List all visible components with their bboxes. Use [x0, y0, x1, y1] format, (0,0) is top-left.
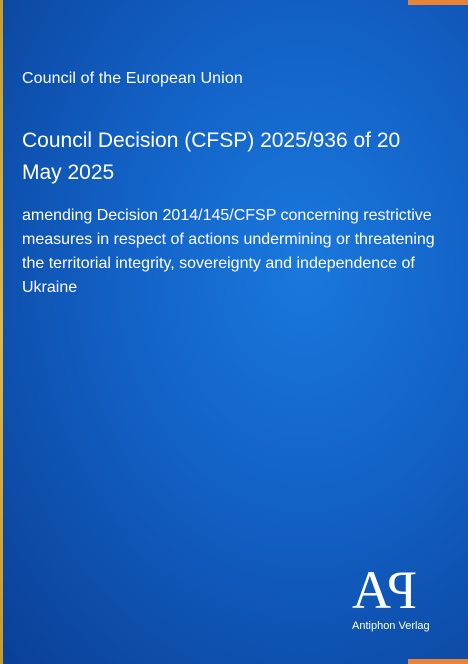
publisher-name: Antiphon Verlag — [352, 620, 430, 632]
logo-letter-p-mirrored: P — [389, 560, 418, 620]
cover-left-edge — [0, 0, 3, 664]
author-name: Council of the European Union — [22, 70, 243, 87]
bottom-accent-bar — [408, 659, 468, 664]
publisher-logo — [352, 560, 432, 632]
book-subtitle: amending Decision 2014/145/CFSP concerning restrictive measures in respect of actions undermining or threatening the territorial integrity, sovereignty and independence of Ukraine — [22, 207, 435, 296]
antiphon-logo-icon — [352, 560, 432, 620]
logo-letter-a: A — [352, 560, 389, 620]
book-title: Council Decision (CFSP) 2025/936 of 20 May 2025 — [22, 129, 401, 184]
top-accent-bar — [408, 0, 468, 5]
